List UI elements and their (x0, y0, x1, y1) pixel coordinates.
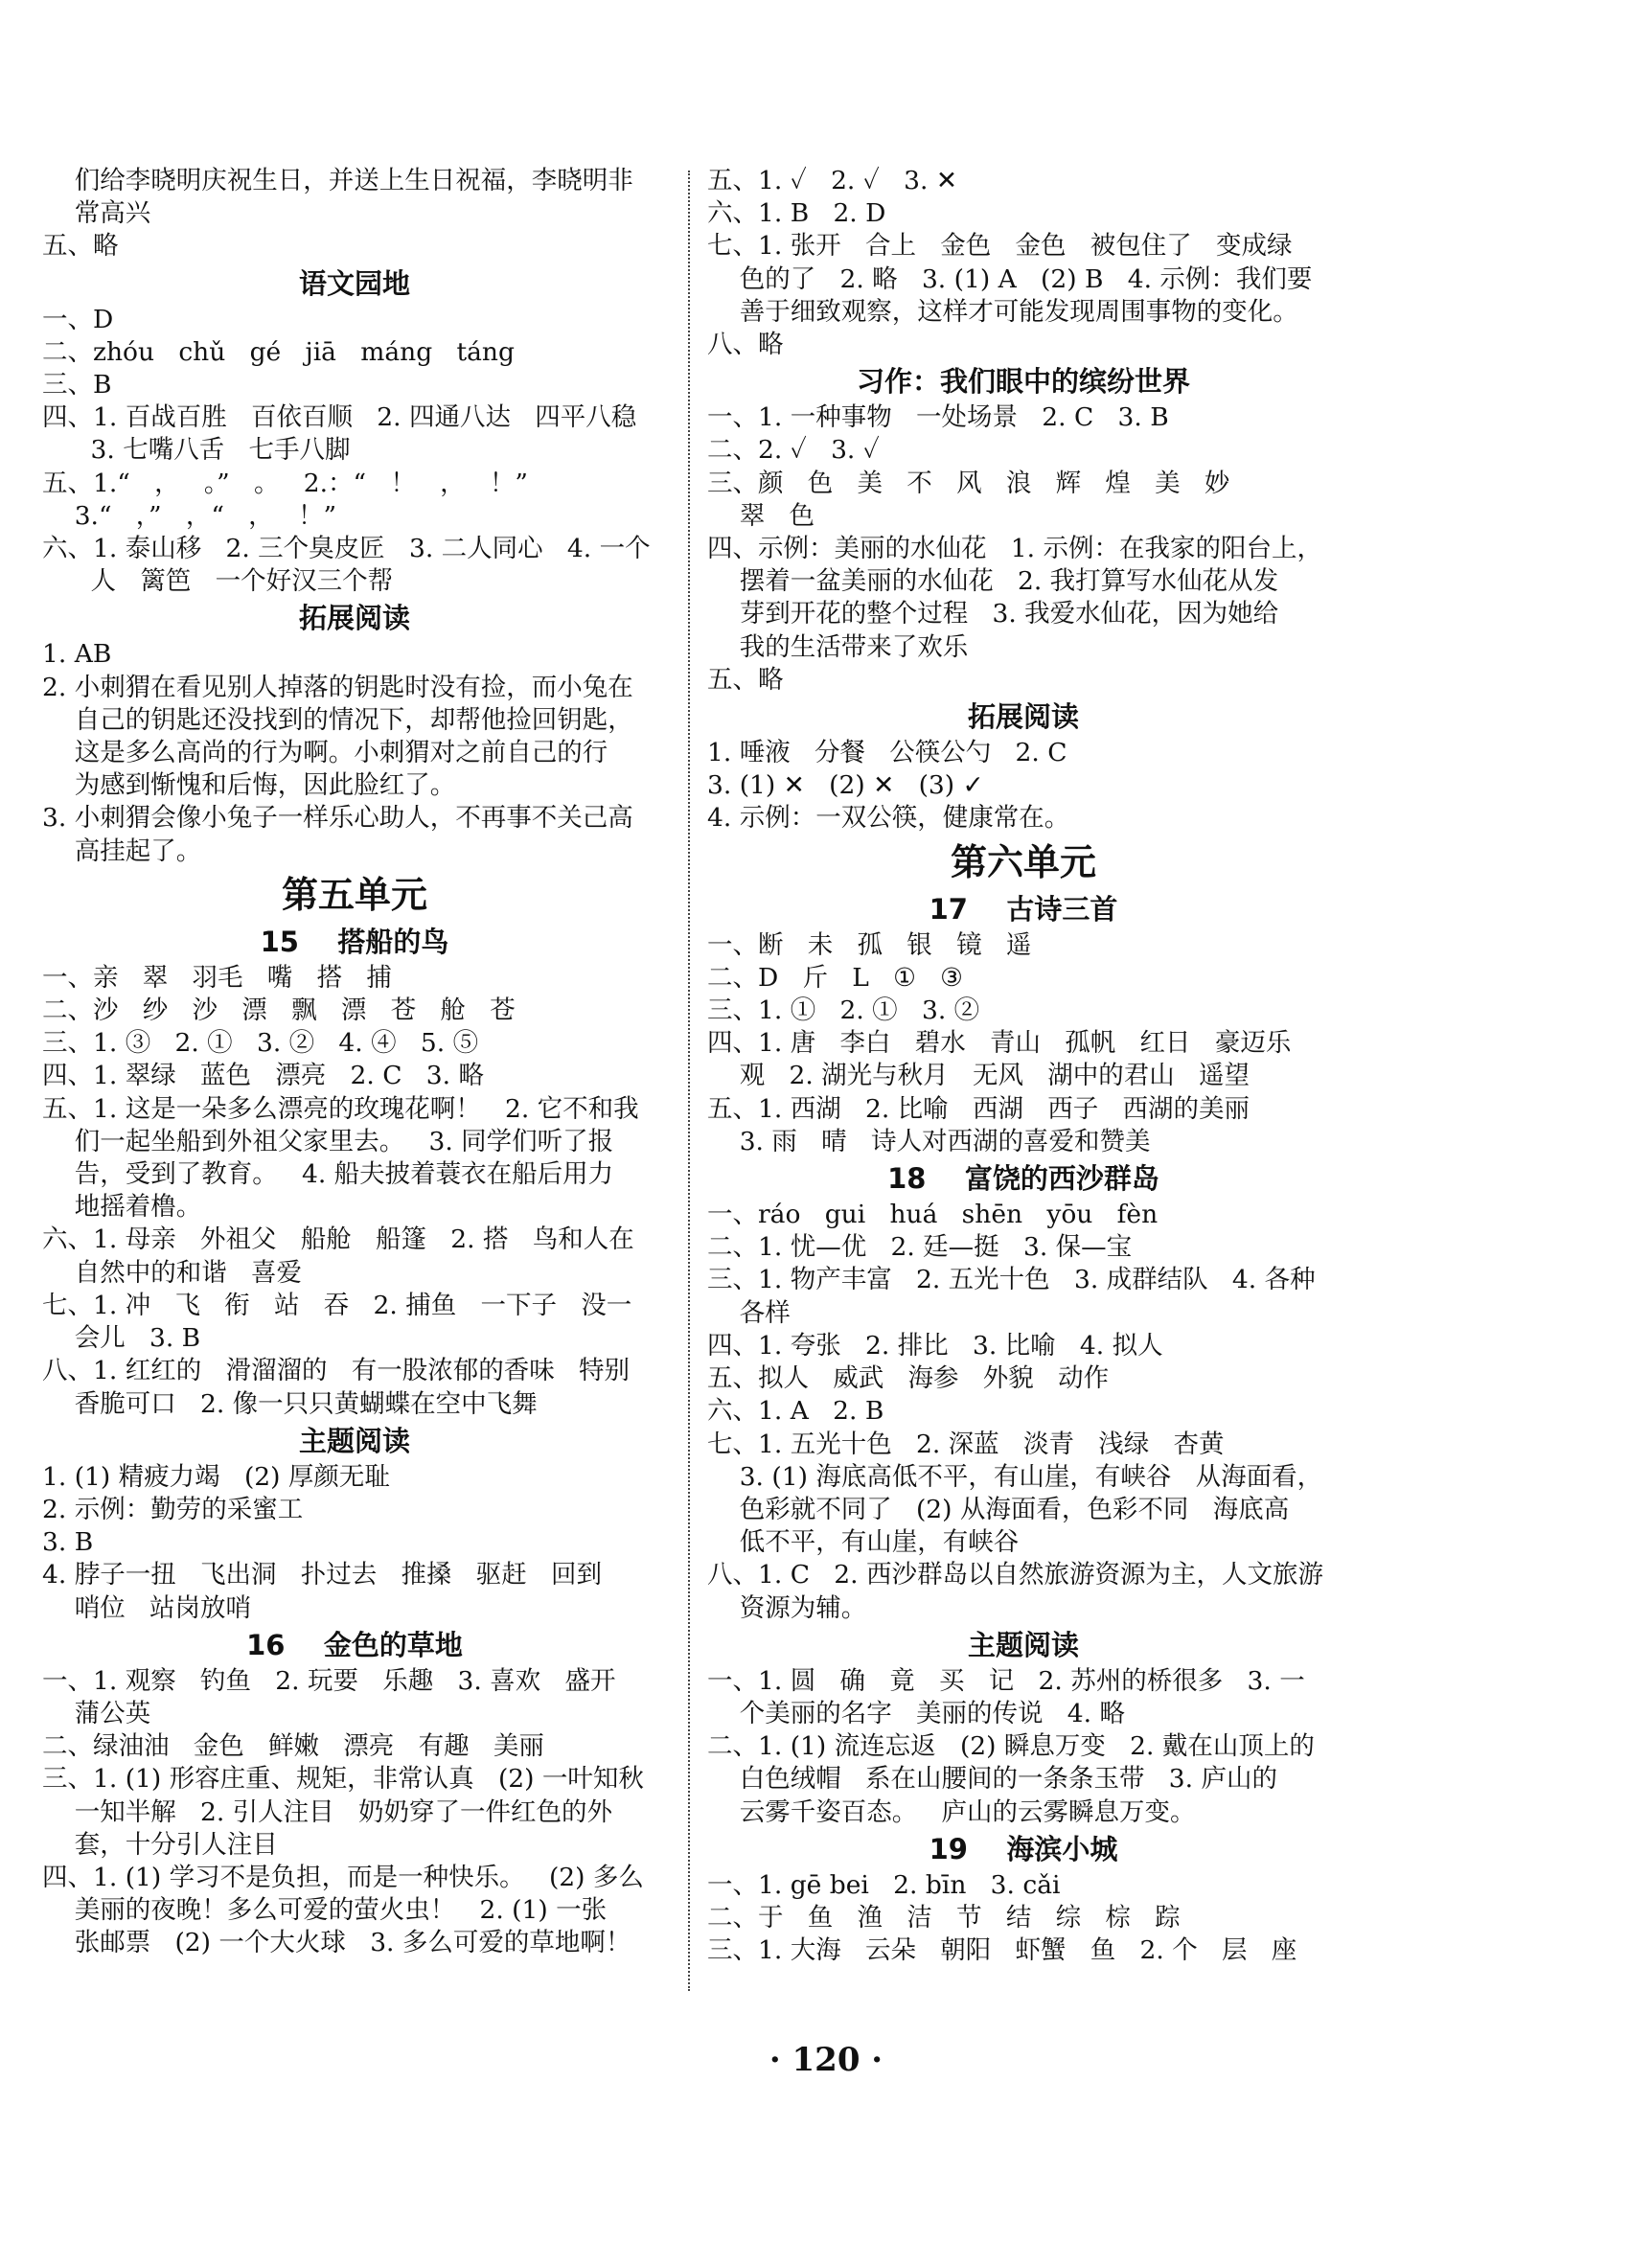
answer-line: 四、1. (1) 学习不是负担，而是一种快乐。 (2) 多么 (42, 1862, 644, 1892)
answer-line: 三、1. 大海 云朵 朝阳 虾蟹 鱼 2. 个 层 座 (707, 1935, 1297, 1966)
section-heading: 17 古诗三首 (929, 892, 1118, 926)
answer-line: 美丽的夜晚！多么可爱的萤火虫！ 2. (1) 一张 (42, 1895, 608, 1926)
answer-line: 观 2. 湖光与秋月 无风 湖中的君山 遥望 (707, 1061, 1250, 1091)
answer-line: 八、1. C 2. 西沙群岛以自然旅游资源为主，人文旅游 (707, 1560, 1323, 1590)
answer-line: 3. (1) ✕ (2) ✕ (3) ✓ (707, 770, 984, 801)
answer-line: 三、1. ③ 2. ① 3. ② 4. ④ 5. ⑤ (42, 1028, 479, 1059)
answer-line: 套，十分引人注目 (42, 1829, 278, 1860)
answer-line: 为感到惭愧和后悔，因此脸红了。 (42, 770, 456, 801)
right-column (707, 165, 1340, 1967)
answer-line: 香脆可口 2. 像一只只黄蝴蝶在空中飞舞 (42, 1388, 538, 1419)
answer-line: 3.“ ，” ，“ ， ！” (42, 500, 337, 531)
section-heading: 主题阅读 (298, 1424, 410, 1457)
section-heading: 拓展阅读 (967, 700, 1079, 734)
answer-line: 常高兴 (42, 198, 151, 229)
answer-line: 蒲公英 (42, 1698, 151, 1728)
section-heading: 19 海滨小城 (929, 1832, 1118, 1865)
answer-line: 3. B (42, 1527, 94, 1558)
answer-line: 4. 示例：一双公筷，健康常在。 (707, 803, 1070, 834)
answer-line: 四、示例：美丽的水仙花 1. 示例：在我家的阳台上， (707, 534, 1322, 564)
answer-line: 资源为辅。 (707, 1592, 867, 1623)
answer-line: 七、1. 冲 飞 衔 站 吞 2. 捕鱼 一下子 没一 (42, 1290, 632, 1320)
answer-line: 二、2. ✓ 3. ✓ (707, 435, 880, 466)
answer-line: 芽到开花的整个过程 3. 我爱水仙花，因为她给 (707, 599, 1279, 629)
answer-line: 七、1. 五光十色 2. 深蓝 淡青 浅绿 杏黄 (707, 1429, 1225, 1459)
unit-heading: 第五单元 (281, 872, 427, 916)
answer-line: 白色绒帽 系在山腰间的一条条玉带 3. 庐山的 (707, 1764, 1277, 1795)
answer-line: 2. 小刺猬在看见别人掉落的钥匙时没有捡，而小兔在 (42, 672, 633, 702)
answer-line: 五、1. ✓ 2. ✓ 3. ✕ (707, 166, 958, 195)
answer-line: 善于细致观察，这样才可能发现周围事物的变化。 (707, 296, 1298, 327)
answer-line: 告，受到了教育。 4. 船夫披着蓑衣在船后用力 (42, 1159, 614, 1190)
answer-line: 一、1. 一种事物 一处场景 2. C 3. B (707, 402, 1169, 433)
answer-line: 六、1. 母亲 外祖父 船舱 船篷 2. 搭 鸟和人在 (42, 1224, 634, 1255)
answer-line: 五、1. 这是一朵多么漂亮的玫瑰花啊！ 2. 它不和我 (42, 1093, 639, 1124)
answer-line: 翠 色 (707, 500, 815, 531)
answer-line: 六、1. B 2. D (707, 198, 886, 229)
page-number: · 120 · (769, 2041, 883, 2079)
answer-line: 会儿 3. B (42, 1323, 201, 1354)
answer-line: 六、1. A 2. B (707, 1396, 884, 1427)
section-heading: 15 搭船的鸟 (260, 925, 449, 958)
answer-line: 一、1. 观察 钓鱼 2. 玩要 乐趣 3. 喜欢 盛开 (42, 1665, 616, 1696)
answer-line: 4. 脖子一扭 飞出洞 扑过去 推搡 驱赶 回到 (42, 1560, 603, 1590)
section-heading: 习作：我们眼中的缤纷世界 (856, 365, 1190, 399)
answer-line: 四、1. 百战百胜 百依百顺 2. 四通八达 四平八稳 (42, 402, 637, 433)
answer-line: 八、1. 红红的 滑溜溜的 有一股浓郁的香味 特别 (42, 1356, 631, 1386)
answer-line: 个美丽的名字 美丽的传说 4. 略 (707, 1698, 1125, 1728)
answer-line: 各样 (707, 1297, 791, 1328)
answer-line: 张邮票 (2) 一个大火球 3. 多么可爱的草地啊！ (42, 1928, 631, 1958)
column-divider (688, 171, 690, 1991)
section-heading: 拓展阅读 (298, 602, 410, 635)
answer-line: 四、1. 唐 李白 碧水 青山 孤帆 红日 豪迈乐 (707, 1028, 1292, 1059)
answer-line: 五、1.“ ， 。” 。 2.：“ ！ ， ！” (42, 468, 528, 498)
section-heading: 18 富饶的西沙群岛 (887, 1162, 1159, 1196)
answer-line: 高挂起了。 (42, 835, 202, 866)
answer-line: 地摇着橹。 (42, 1192, 202, 1223)
answer-line: 三、1. (1) 形容庄重、规矩，非常认真 (2) 一叶知秋 (42, 1764, 644, 1795)
answer-line: 3. 雨 晴 诗人对西湖的喜爱和赞美 (707, 1126, 1151, 1156)
answer-line: 三、1. ① 2. ① 3. ② (707, 995, 980, 1026)
answer-line: 五、拟人 威武 海参 外貌 动作 (707, 1363, 1110, 1394)
answer-line: 二、于 鱼 渔 洁 节 结 综 棕 踪 (707, 1902, 1181, 1933)
answer-line: 二、沙 纱 沙 漂 飘 漂 苍 舱 苍 (42, 995, 516, 1026)
answer-line: 一、D (42, 304, 114, 334)
answer-line: 四、1. 夸张 2. 排比 3. 比喻 4. 拟人 (707, 1330, 1163, 1361)
answer-line: 七、1. 张开 合上 金色 金色 被包住了 变成绿 (707, 231, 1293, 262)
answer-line: 1. (1) 精疲力竭 (2) 厚颜无耻 (42, 1461, 390, 1492)
answer-line: 自己的钥匙还没找到的情况下，却帮他捡回钥匙， (42, 704, 633, 735)
answer-line: 2. 示例：勤劳的采蜜工 (42, 1494, 304, 1524)
answer-line: 二、1. (1) 流连忘返 (2) 瞬息万变 2. 戴在山顶上的 (707, 1731, 1315, 1762)
answer-line: 人 篱笆 一个好汉三个帮 (42, 566, 394, 597)
answer-line: 一、1. 圆 确 竟 买 记 2. 苏州的桥很多 3. 一 (707, 1665, 1305, 1696)
answer-line: 1. AB (42, 639, 112, 670)
section-heading: 主题阅读 (967, 1628, 1079, 1661)
answer-line: 们一起坐船到外祖父家里去。 3. 同学们听了报 (42, 1126, 614, 1156)
answer-line: 摆着一盆美丽的水仙花 2. 我打算写水仙花从发 (707, 566, 1279, 597)
answer-line: 二、绿油油 金色 鲜嫩 漂亮 有趣 美丽 (42, 1731, 544, 1762)
answer-line: 3. 七嘴八舌 七手八脚 (42, 435, 351, 466)
answer-line: 低不平，有山崖，有峡谷 (707, 1527, 1020, 1558)
answer-line: 三、B (42, 370, 112, 400)
unit-heading: 第六单元 (950, 839, 1096, 883)
answer-line: 我的生活带来了欢乐 (707, 631, 969, 662)
answer-line: 三、1. 物产丰富 2. 五光十色 3. 成群结队 4. 各种 (707, 1265, 1316, 1295)
answer-line: 六、1. 泰山移 2. 三个臭皮匠 3. 二人同心 4. 一个 (42, 534, 651, 564)
answer-line: 一、ráo gui huá shēn yōu fèn (707, 1200, 1159, 1230)
left-column (42, 165, 667, 1960)
answer-line: 哨位 站岗放哨 (42, 1592, 251, 1623)
answer-line: 一知半解 2. 引人注目 奶奶穿了一件红色的外 (42, 1796, 612, 1827)
answer-line: 四、1. 翠绿 蓝色 漂亮 2. C 3. 略 (42, 1061, 484, 1091)
answer-line: 一、断 未 孤 银 镜 遥 (707, 929, 1032, 960)
answer-line: 云雾千姿百态。 庐山的云雾瞬息万变。 (707, 1796, 1196, 1827)
answer-line: 五、略 (707, 664, 784, 695)
answer-line: 二、D 斤 L ① ③ (707, 962, 963, 993)
answer-line: 八、略 (707, 330, 784, 360)
answer-line: 这是多么高尚的行为啊。小刺猬对之前自己的行 (42, 738, 608, 768)
answer-line: 1. 唾液 分餐 公筷公勺 2. C (707, 738, 1067, 768)
answer-line: 3. 小刺猬会像小兔子一样乐心助人，不再事不关己高 (42, 803, 633, 834)
answer-line: 自然中的和谐 喜爱 (42, 1257, 302, 1288)
answer-line: 们给李晓明庆祝生日，并送上生日祝福，李晓明非 (42, 166, 633, 195)
answer-line: 色的了 2. 略 3. (1) A (2) B 4. 示例：我们要 (707, 263, 1313, 294)
answer-line: 二、zhóu chǔ gé jiā máng táng (42, 336, 515, 367)
answer-line: 五、略 (42, 231, 119, 262)
section-heading: 16 金色的草地 (246, 1628, 463, 1661)
answer-line: 色彩就不同了 (2) 从海面看，色彩不同 海底高 (707, 1494, 1290, 1524)
answer-line: 五、1. 西湖 2. 比喻 西湖 西子 西湖的美丽 (707, 1093, 1250, 1124)
answer-line: 一、1. gē bei 2. bīn 3. cǎi (707, 1869, 1061, 1900)
answer-line: 三、颜 色 美 不 风 浪 辉 煌 美 妙 (707, 468, 1230, 498)
answer-line: 二、1. 忧—优 2. 廷—挺 3. 保—宝 (707, 1232, 1133, 1263)
answer-line: 3. (1) 海底高低不平，有山崖，有峡谷 从海面看， (707, 1461, 1323, 1492)
section-heading: 语文园地 (298, 266, 410, 300)
answer-line: 一、亲 翠 羽毛 嘴 搭 捕 (42, 962, 392, 993)
